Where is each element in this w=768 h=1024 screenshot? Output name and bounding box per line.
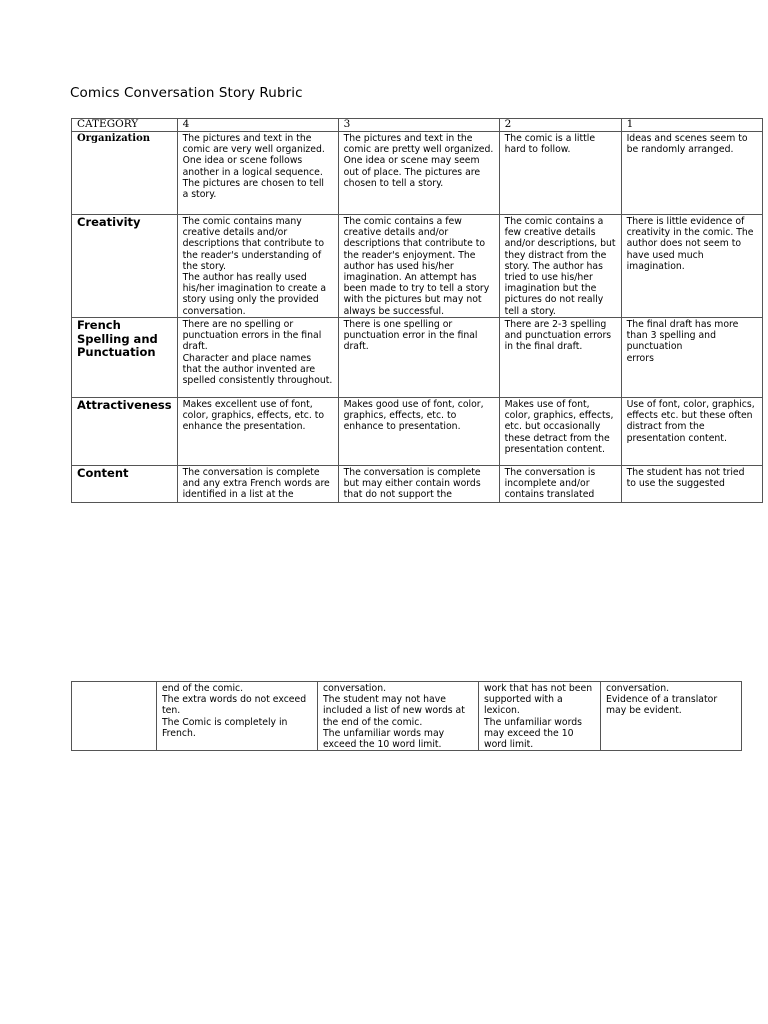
rubric-cell: Makes use of font, color, graphics, effects, etc. but occasionally these detract from the presentation content. [499,398,621,466]
rubric-cell: The comic contains a few creative details and/or descriptions that contribute to the reader's enjoyment. The author has used his/her imagination. An attempt has been made to try to tell a story with the pictures but may not always be successful. [338,215,499,318]
rubric-table-continuation [71,681,742,751]
header-score-4: 4 [177,119,338,132]
table-row [72,682,742,751]
rubric-cell: There is little evidence of creativity in the comic. The author does not seem to have used much imagination. [621,215,762,318]
rubric-cell: end of the comic. The extra words do not exceed ten. The Comic is completely in French. [157,682,318,751]
rubric-cell: The conversation is complete but may either contain words that do not support the [338,466,499,503]
header-category: CATEGORY [72,119,178,132]
rubric-cell: conversation. The student may not have included a list of new words at the end of the comic. The unfamiliar words may exceed the 10 word limit. [318,682,479,751]
table-row [72,466,763,503]
rubric-cell: The conversation is incomplete and/or contains translated [499,466,621,503]
header-score-1: 1 [621,119,762,132]
rubric-cell: There are 2-3 spelling and punctuation errors in the final draft. [499,318,621,398]
rubric-cell: The pictures and text in the comic are pretty well organized. One idea or scene may seem out of place. The pictures are chosen to tell a story. [338,132,499,215]
rubric-cell: The final draft has more than 3 spelling and punctuation errors [621,318,762,398]
table-row [72,215,763,318]
header-score-3: 3 [338,119,499,132]
rubric-table [71,118,763,503]
rubric-cell: Ideas and scenes seem to be randomly arranged. [621,132,762,215]
rubric-cell: The comic contains a few creative details and/or descriptions, but they distract from the story. The author has tried to use his/her imagination but the pictures do not really tell a story. [499,215,621,318]
rubric-cell: There is one spelling or punctuation error in the final draft. [338,318,499,398]
rubric-cell: The student has not tried to use the suggested [621,466,762,503]
rubric-cell: Makes good use of font, color, graphics, effects, etc. to enhance to presentation. [338,398,499,466]
category-label: French Spelling and Punctuation [72,318,178,398]
category-label: Creativity [72,215,178,318]
rubric-cell: The pictures and text in the comic are very well organized. One idea or scene follows another in a logical sequence. The pictures are chosen to tell a story. [177,132,338,215]
rubric-cell: The comic contains many creative details and/or descriptions that contribute to the reader's understanding of the story. The author has really used his/her imagination to create a story using only the provided conversation. [177,215,338,318]
table-row [72,398,763,466]
rubric-cell: Use of font, color, graphics, effects etc. but these often distract from the presentation content. [621,398,762,466]
header-row [72,119,763,132]
page-title: Comics Conversation Story Rubric [70,85,303,101]
category-label: Organization [72,132,178,215]
rubric-cell: There are no spelling or punctuation errors in the final draft. Character and place names that the author invented are spelled consistently throughout. [177,318,338,398]
category-label: Attractiveness [72,398,178,466]
table-row [72,318,763,398]
rubric-cell: The comic is a little hard to follow. [499,132,621,215]
header-score-2: 2 [499,119,621,132]
category-label [72,682,157,751]
table-row [72,132,763,215]
category-label: Content [72,466,178,503]
rubric-cell: Makes excellent use of font, color, graphics, effects, etc. to enhance the presentation. [177,398,338,466]
rubric-cell: work that has not been supported with a lexicon. The unfamiliar words may exceed the 10 word limit. [479,682,601,751]
rubric-cell: conversation. Evidence of a translator may be evident. [601,682,742,751]
rubric-cell: The conversation is complete and any extra French words are identified in a list at the [177,466,338,503]
